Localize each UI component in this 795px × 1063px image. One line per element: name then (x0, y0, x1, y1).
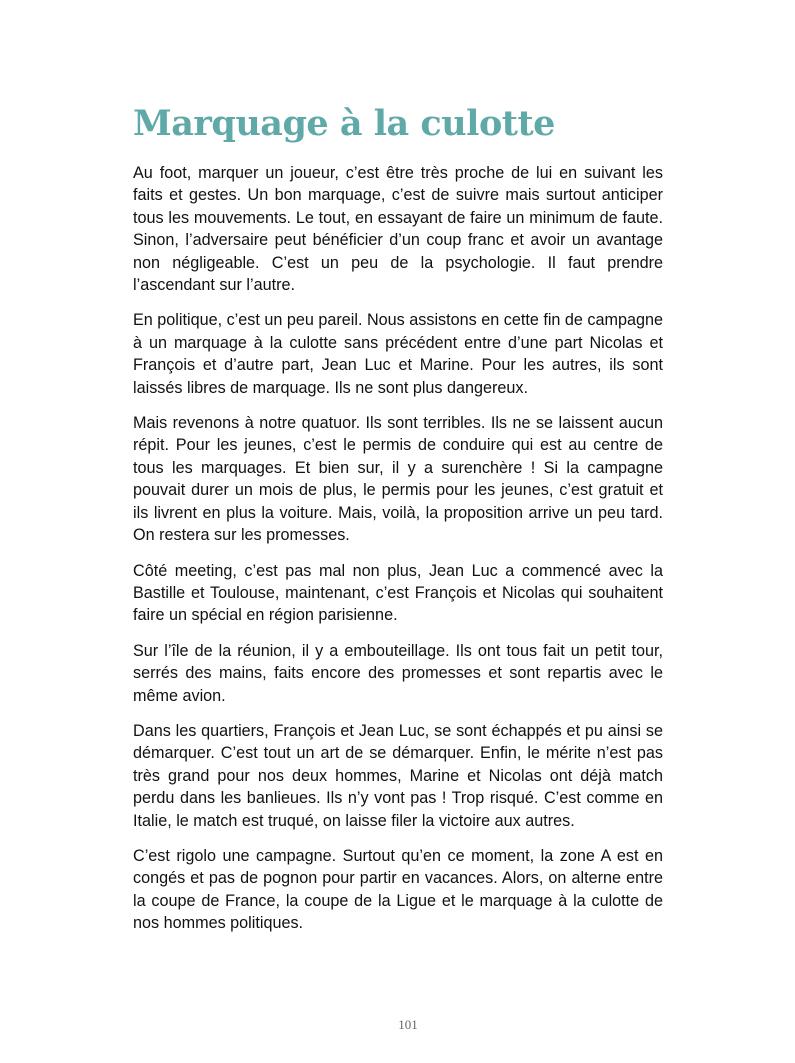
paragraph-3: Mais revenons à notre quatuor. Ils sont terribles. Ils ne se laissent aucun répit. Pour les jeunes, c’est le permis de conduire qui est au centre de tous les marquages. Et bien sur, il y a surenchère ! Si la campagne pouvait durer un mois de plus, le permis pour les jeunes, c’est gratuit et ils livrent en plus la voiture. Mais, voilà, la proposition arrive un peu tard. On restera sur les promesses. (133, 414, 663, 545)
paragraph-7: C’est rigolo une campagne. Surtout qu’en ce moment, la zone A est en congés et pas de pognon pour partir en vacances. Alors, on alterne entre la coupe de France, la coupe de la Ligue et le marquage à la culotte de nos hommes politiques. (133, 846, 663, 933)
page-title: Marquage à la culotte (133, 103, 555, 144)
paragraph-5: Sur l’île de la réunion, il y a embouteillage. Ils ont tous fait un petit tour, serrés des mains, faits encore des promesses et sont repartis avec le même avion. (133, 641, 663, 705)
page-number: 101 (398, 1017, 418, 1032)
article-body (133, 162, 663, 948)
paragraph-6: Dans les quartiers, François et Jean Luc, se sont échappés et pu ainsi se démarquer. C’est tout un art de se démarquer. Enfin, le mérite n’est pas très grand pour nos deux hommes, Marine et Nicolas ont déjà match perdu dans les banlieues. Ils n’y vont pas ! Trop risqué. C’est comme en Italie, le match est truqué, on laisse filer la victoire aux autres. (133, 721, 663, 830)
paragraph-4: Côté meeting, c’est pas mal non plus, Jean Luc a commencé avec la Bastille et Toulouse, maintenant, c’est François et Nicolas qui souhaitent faire un spécial en région parisienne. (133, 561, 663, 625)
paragraph-2: En politique, c’est un peu pareil. Nous assistons en cette fin de campagne à un marquage à la culotte sans précédent entre d’une part Nicolas et François et d’autre part, Jean Luc et Marine. Pour les autres, ils sont laissés libres de marquage. Ils ne sont plus dangereux. (133, 311, 664, 397)
paragraph-1: Au foot, marquer un joueur, c’est être très proche de lui en suivant les faits et gestes. Un bon marquage, c’est de suivre mais surtout anticiper tous les mouvements. Le tout, en essayant de faire un minimum de faute. Sinon, l’adversaire peut bénéficier d’un coup franc et avoir un avantage non négligeable. C’est un peu de la psychologie. Il faut prendre l’ascendant sur l’autre. (133, 164, 663, 295)
